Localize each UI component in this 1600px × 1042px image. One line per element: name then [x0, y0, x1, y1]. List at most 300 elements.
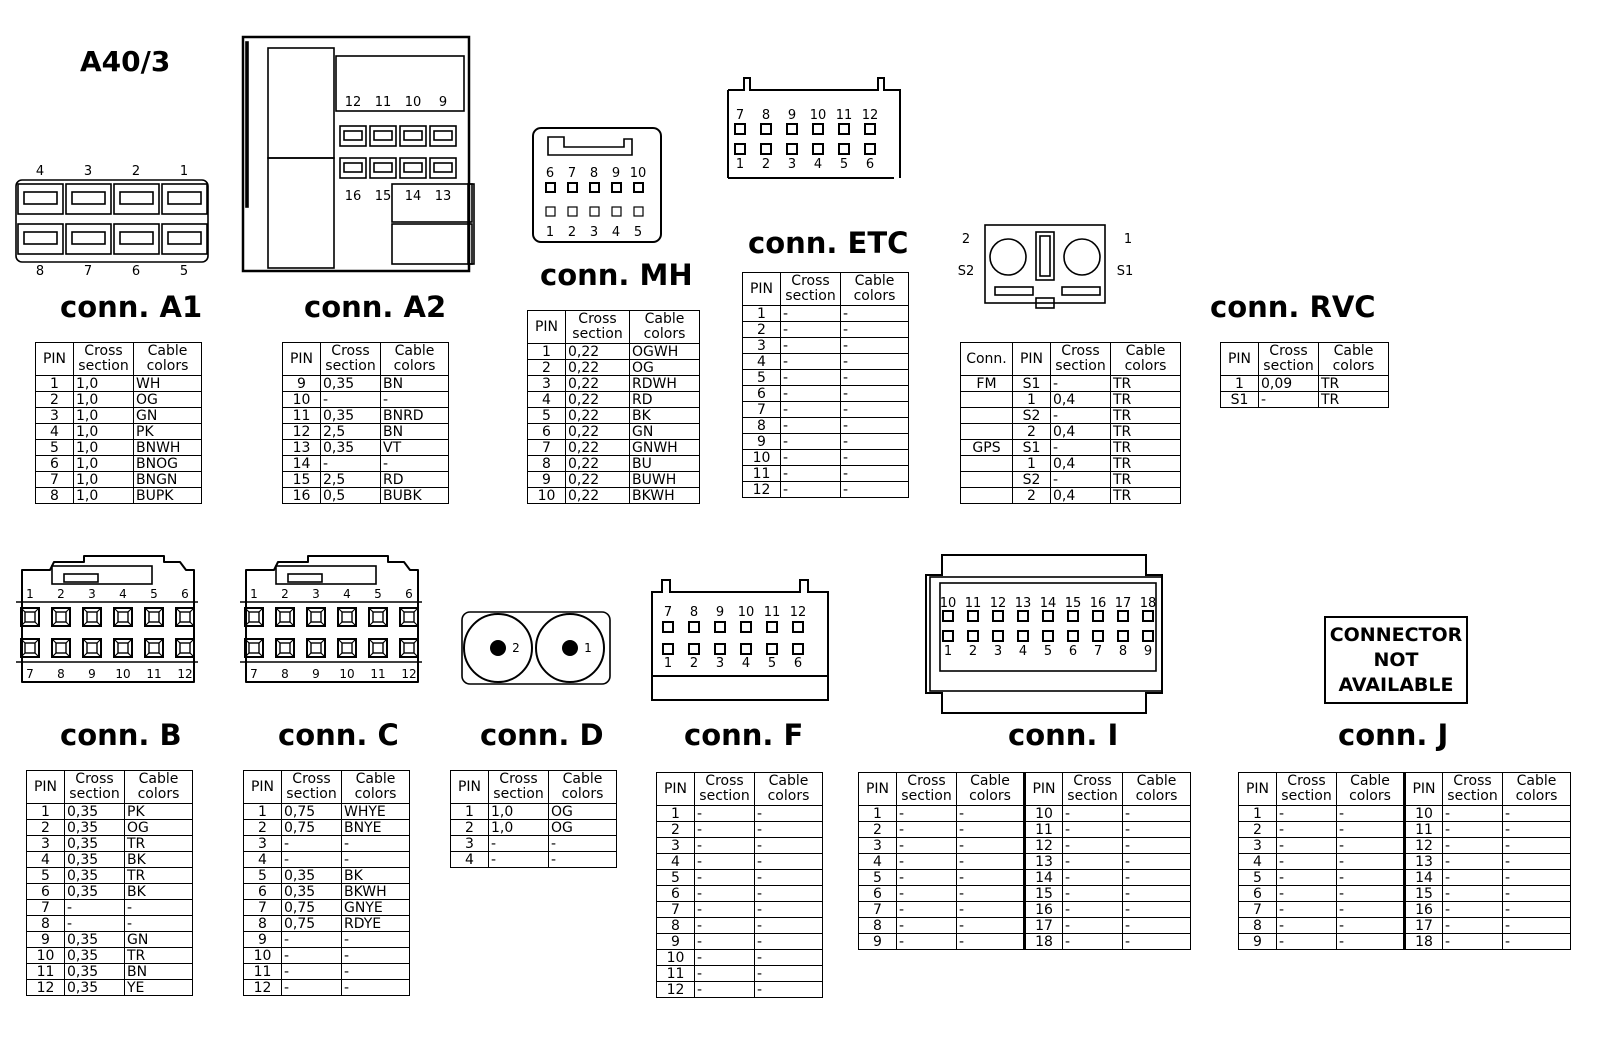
pin-number-label: 10: [629, 166, 647, 181]
connector-d-drawing: [460, 610, 615, 690]
table-row: [1239, 838, 1571, 854]
pin-cavity: [1043, 611, 1053, 621]
table-cell: 0,22: [566, 344, 630, 360]
table-row: [859, 838, 1191, 854]
pin-number-label: 6: [793, 656, 803, 671]
table-row: [244, 980, 410, 996]
cavity: [392, 224, 472, 264]
table-cell: -: [755, 966, 823, 982]
table-cell: 7: [36, 472, 74, 488]
table-cell: -: [1443, 838, 1503, 854]
table-cell: -: [695, 918, 755, 934]
pin-table-j: [1238, 772, 1571, 950]
table-cell: -: [1337, 934, 1405, 950]
pin-number-label: 2: [512, 641, 520, 655]
table-row: [859, 806, 1191, 822]
connector-label-f: conn. F: [684, 718, 804, 752]
center-divider: [1036, 232, 1054, 280]
pin-header: PIN: [283, 343, 321, 376]
cable-colors-header: Cable colors: [1123, 773, 1191, 806]
pin-cavity: [634, 183, 643, 192]
table-row: [743, 306, 909, 322]
table-cell: -: [1503, 918, 1571, 934]
pin-cavity-inner: [373, 612, 383, 622]
table-cell: -: [1123, 806, 1191, 822]
pin-number-label: 3: [312, 587, 320, 601]
pin-cavity-inner: [249, 612, 259, 622]
table-row: [743, 450, 909, 466]
table-row: [27, 948, 193, 964]
pin-number-label: 9: [438, 95, 448, 110]
pin-cavity: [634, 207, 643, 216]
table-cell: -: [957, 902, 1025, 918]
table-cell: WHYE: [342, 804, 410, 820]
pin-cavity-inner: [87, 612, 97, 622]
cavity-slot: [168, 192, 201, 204]
pin-number-label: 3: [993, 644, 1003, 659]
table-cell: 0,35: [65, 948, 125, 964]
table-cell: -: [1277, 934, 1337, 950]
table-cell: -: [549, 852, 617, 868]
pin-number-label: 6: [405, 587, 413, 601]
pin-cavity: [568, 183, 577, 192]
table-row: [743, 338, 909, 354]
pin-number-label: 12: [989, 596, 1007, 611]
pin-header: PIN: [1239, 773, 1277, 806]
cavity-slot: [24, 192, 57, 204]
pin-number-label: 7: [567, 166, 577, 181]
table-cell: -: [781, 386, 841, 402]
table-cell: 5: [859, 870, 897, 886]
table-cell: [961, 424, 1013, 440]
table-cell: 9: [859, 934, 897, 950]
table-cell: -: [342, 852, 410, 868]
table-cell: 2: [27, 820, 65, 836]
table-row: [1239, 902, 1571, 918]
pin-cavity: [590, 207, 599, 216]
pin-number-label: 12: [861, 108, 879, 123]
table-row: [743, 402, 909, 418]
pin-cavity-inner: [56, 612, 66, 622]
table-cell: 4: [244, 852, 282, 868]
table-cell: BUBK: [381, 488, 449, 504]
table-row: [1239, 806, 1571, 822]
table-cell: -: [755, 854, 823, 870]
pin-number-label: 15: [1064, 596, 1082, 611]
table-cell: BK: [342, 868, 410, 884]
table-cell: 12: [1405, 838, 1443, 854]
table-row: [1239, 870, 1571, 886]
table-cell: 1,0: [74, 392, 134, 408]
table-cell: S1: [1221, 392, 1259, 408]
table-cell: 0,22: [566, 440, 630, 456]
cross-section-header: Cross section: [1443, 773, 1503, 806]
connector-b-drawing: [12, 552, 207, 687]
table-cell: 1: [451, 804, 489, 820]
table-cell: -: [1337, 918, 1405, 934]
table-row: [528, 424, 700, 440]
table-cell: 4: [743, 354, 781, 370]
table-cell: 10: [244, 948, 282, 964]
table-cell: RD: [630, 392, 700, 408]
table-cell: 1,0: [489, 820, 549, 836]
table-cell: -: [781, 370, 841, 386]
table-cell: 0,35: [65, 852, 125, 868]
pin-number-label: 6: [131, 264, 141, 279]
table-cell: GNYE: [342, 900, 410, 916]
table-cell: 8: [743, 418, 781, 434]
table-row: [244, 932, 410, 948]
connector-mh-drawing: [530, 125, 670, 250]
cavity-slot: [344, 163, 362, 172]
pin-number-label: 10: [404, 95, 422, 110]
table-row: [283, 472, 449, 488]
table-cell: -: [841, 354, 909, 370]
table-cell: 7: [859, 902, 897, 918]
table-cell: 6: [528, 424, 566, 440]
table-cell: TR: [125, 868, 193, 884]
table-cell: -: [1277, 822, 1337, 838]
table-cell: -: [1337, 870, 1405, 886]
table-cell: 3: [451, 836, 489, 852]
table-cell: -: [1443, 918, 1503, 934]
table-row: [36, 408, 202, 424]
table-cell: 11: [283, 408, 321, 424]
large-cavity: [268, 158, 334, 268]
pin-table-mh: [527, 310, 700, 504]
table-row: [244, 820, 410, 836]
table-cell: PK: [125, 804, 193, 820]
table-cell: -: [755, 982, 823, 998]
table-cell: OG: [549, 804, 617, 820]
pin-header: PIN: [451, 771, 489, 804]
pin-number-label: 1: [943, 644, 953, 659]
table-cell: TR: [1319, 392, 1389, 408]
pin-number-label: 12: [344, 95, 362, 110]
table-row: [244, 836, 410, 852]
pin-number-label: 7: [735, 108, 745, 123]
pin-number-label: 5: [1043, 644, 1053, 659]
pin-header: PIN: [1221, 343, 1259, 376]
table-cell: -: [65, 916, 125, 932]
pin-table-a2: [282, 342, 449, 504]
table-cell: 2: [528, 360, 566, 376]
table-cell: 1: [657, 806, 695, 822]
table-cell: OG: [125, 820, 193, 836]
table-cell: -: [957, 806, 1025, 822]
pin-number-label: 2: [567, 225, 577, 240]
pin-cavity: [689, 622, 699, 632]
table-cell: 6: [743, 386, 781, 402]
pin-cavity: [993, 631, 1003, 641]
table-row: [961, 488, 1181, 504]
pin-header: PIN: [743, 273, 781, 306]
table-cell: -: [781, 450, 841, 466]
pin-cavity: [761, 124, 771, 134]
pin-number-label: 13: [434, 189, 452, 204]
table-cell: 0,4: [1051, 424, 1111, 440]
table-cell: -: [1503, 870, 1571, 886]
table-row: [961, 392, 1181, 408]
cable-colors-header: Cable colors: [1111, 343, 1181, 376]
pin-cavity: [1068, 631, 1078, 641]
table-cell: -: [65, 900, 125, 916]
table-cell: 1: [27, 804, 65, 820]
table-cell: -: [957, 918, 1025, 934]
table-cell: -: [695, 886, 755, 902]
table-cell: TR: [1111, 408, 1181, 424]
table-cell: 16: [283, 488, 321, 504]
table-cell: -: [282, 852, 342, 868]
table-cell: -: [841, 322, 909, 338]
pin-number-label: 11: [146, 667, 162, 681]
table-row: [283, 392, 449, 408]
table-cell: TR: [1111, 424, 1181, 440]
connector-a1-drawing: [12, 160, 217, 280]
connector-housing: [246, 556, 418, 682]
table-cell: 6: [657, 886, 695, 902]
table-cell: 4: [451, 852, 489, 868]
table-row: [27, 852, 193, 868]
table-cell: -: [781, 418, 841, 434]
table-cell: 1: [859, 806, 897, 822]
coax-port: [1064, 239, 1100, 275]
connector-f-drawing: [650, 578, 835, 718]
pin-cavity-inner: [342, 643, 352, 653]
table-cell: 18: [1405, 934, 1443, 950]
table-cell: -: [781, 482, 841, 498]
pin-number-label: 6: [865, 157, 875, 172]
pin-number-label: 10: [115, 667, 131, 681]
pin-number-label: 8: [57, 667, 65, 681]
table-row: [27, 884, 193, 900]
pin-cavity-inner: [373, 643, 383, 653]
table-cell: 1,0: [74, 488, 134, 504]
pin-number-label: 9: [715, 605, 725, 620]
table-cell: 0,35: [65, 868, 125, 884]
table-cell: 2: [36, 392, 74, 408]
pin-number-label: S1: [1116, 264, 1134, 279]
cable-colors-header: Cable colors: [381, 343, 449, 376]
pin-cavity: [943, 631, 953, 641]
pin-number-label: 1: [545, 225, 555, 240]
cross-section-header: Cross section: [1063, 773, 1123, 806]
not-available-line-1: CONNECTOR: [1329, 623, 1463, 646]
table-cell: 11: [27, 964, 65, 980]
table-cell: WH: [134, 376, 202, 392]
table-cell: 18: [1025, 934, 1063, 950]
table-cell: 10: [1405, 806, 1443, 822]
table-row: [743, 370, 909, 386]
cavity-slot: [434, 131, 452, 140]
table-cell: 15: [283, 472, 321, 488]
latch-slot: [1062, 287, 1100, 295]
table-row: [743, 322, 909, 338]
table-cell: 10: [528, 488, 566, 504]
table-cell: -: [1063, 854, 1123, 870]
pin-table-rvc: [1220, 342, 1389, 408]
table-row: [657, 982, 823, 998]
table-cell: GN: [134, 408, 202, 424]
table-cell: -: [1503, 886, 1571, 902]
table-cell: 1: [1221, 376, 1259, 392]
pin-table-a1: [35, 342, 202, 504]
pin-number-label: 14: [404, 189, 422, 204]
table-cell: 2,5: [321, 472, 381, 488]
table-cell: -: [957, 854, 1025, 870]
pin-cavity: [1143, 631, 1153, 641]
table-cell: BKWH: [342, 884, 410, 900]
pin-cavity: [1093, 611, 1103, 621]
table-row: [244, 868, 410, 884]
table-cell: 11: [244, 964, 282, 980]
table-cell: BN: [381, 424, 449, 440]
table-cell: -: [695, 806, 755, 822]
table-cell: 6: [36, 456, 74, 472]
pin-number-label: 1: [179, 164, 189, 179]
table-cell: 15: [1405, 886, 1443, 902]
table-cell: -: [282, 836, 342, 852]
table-cell: 9: [27, 932, 65, 948]
pin-number-label: 1: [663, 656, 673, 671]
pin-table-b: [26, 770, 193, 996]
table-cell: 8: [657, 918, 695, 934]
table-cell: 0,22: [566, 392, 630, 408]
table-cell: BKWH: [630, 488, 700, 504]
table-cell: BNYE: [342, 820, 410, 836]
table-cell: -: [957, 886, 1025, 902]
pin-header: PIN: [244, 771, 282, 804]
table-row: [859, 870, 1191, 886]
connector-label-rvc: conn. RVC: [1210, 290, 1376, 324]
table-cell: -: [1503, 838, 1571, 854]
table-cell: 14: [1405, 870, 1443, 886]
pin-number-label: 5: [374, 587, 382, 601]
pin-cavity: [612, 183, 621, 192]
table-cell: OG: [134, 392, 202, 408]
pin-number-label: 3: [88, 587, 96, 601]
table-cell: -: [957, 822, 1025, 838]
coax-center: [490, 640, 506, 656]
table-cell: 10: [27, 948, 65, 964]
pin-cavity: [1093, 631, 1103, 641]
pin-number-label: 2: [761, 157, 771, 172]
table-cell: BNWH: [134, 440, 202, 456]
table-row: [528, 488, 700, 504]
pin-number-label: 11: [763, 605, 781, 620]
table-cell: GN: [630, 424, 700, 440]
pin-header: PIN: [1405, 773, 1443, 806]
table-cell: TR: [1111, 472, 1181, 488]
pin-number-label: 8: [281, 667, 289, 681]
edge-bar: [246, 42, 248, 207]
table-row: [283, 488, 449, 504]
table-cell: -: [1123, 854, 1191, 870]
pin-cavity: [767, 644, 777, 654]
table-cell: 5: [743, 370, 781, 386]
table-cell: 9: [244, 932, 282, 948]
table-cell: 1: [1013, 456, 1051, 472]
table-cell: BNGN: [134, 472, 202, 488]
table-cell: 6: [27, 884, 65, 900]
table-row: [244, 884, 410, 900]
table-cell: -: [1277, 806, 1337, 822]
cavity-slot: [72, 232, 105, 244]
pin-cavity-inner: [249, 643, 259, 653]
connector-label-a2: conn. A2: [304, 290, 447, 324]
cavity-slot: [404, 163, 422, 172]
table-cell: 2: [859, 822, 897, 838]
table-cell: -: [342, 836, 410, 852]
pin-number-label: 4: [741, 656, 751, 671]
table-cell: -: [841, 306, 909, 322]
table-cell: -: [1337, 902, 1405, 918]
table-cell: 13: [283, 440, 321, 456]
table-cell: 0,35: [282, 868, 342, 884]
table-cell: -: [1503, 934, 1571, 950]
table-cell: RD: [381, 472, 449, 488]
pin-number-label: 8: [761, 108, 771, 123]
table-cell: -: [841, 338, 909, 354]
table-cell: 8: [244, 916, 282, 932]
pin-cavity-inner: [149, 612, 159, 622]
cavity-slot: [434, 163, 452, 172]
table-cell: -: [1443, 822, 1503, 838]
table-cell: -: [841, 402, 909, 418]
table-row: [859, 902, 1191, 918]
table-row: [528, 408, 700, 424]
connector-housing: [22, 556, 194, 682]
pin-cavity-inner: [342, 612, 352, 622]
table-cell: 10: [743, 450, 781, 466]
table-cell: S2: [1013, 472, 1051, 488]
table-row: [859, 934, 1191, 950]
table-cell: 0,35: [65, 932, 125, 948]
pin-cavity: [839, 124, 849, 134]
table-row: [743, 466, 909, 482]
pin-header: PIN: [859, 773, 897, 806]
table-cell: -: [695, 966, 755, 982]
cross-section-header: Cross section: [65, 771, 125, 804]
pin-number-label: 8: [589, 166, 599, 181]
pin-cavity: [787, 144, 797, 154]
pin-number-label: 4: [611, 225, 621, 240]
table-cell: 9: [528, 472, 566, 488]
table-row: [244, 852, 410, 868]
table-row: [528, 456, 700, 472]
table-cell: 0,22: [566, 376, 630, 392]
table-row: [657, 822, 823, 838]
table-row: [27, 932, 193, 948]
pin-number-label: 6: [545, 166, 555, 181]
table-cell: -: [781, 306, 841, 322]
table-cell: 1,0: [74, 456, 134, 472]
table-row: [27, 980, 193, 996]
table-cell: -: [1337, 838, 1405, 854]
table-cell: -: [1063, 902, 1123, 918]
pin-cavity: [741, 622, 751, 632]
cross-section-header: Cross section: [897, 773, 957, 806]
table-cell: 0,35: [282, 884, 342, 900]
table-cell: 2: [244, 820, 282, 836]
pin-cavity: [767, 622, 777, 632]
table-cell: 11: [657, 966, 695, 982]
table-cell: 0,35: [321, 440, 381, 456]
table-cell: 2,5: [321, 424, 381, 440]
cable-colors-header: Cable colors: [841, 273, 909, 306]
table-row: [1221, 376, 1389, 392]
table-cell: S1: [1013, 440, 1051, 456]
